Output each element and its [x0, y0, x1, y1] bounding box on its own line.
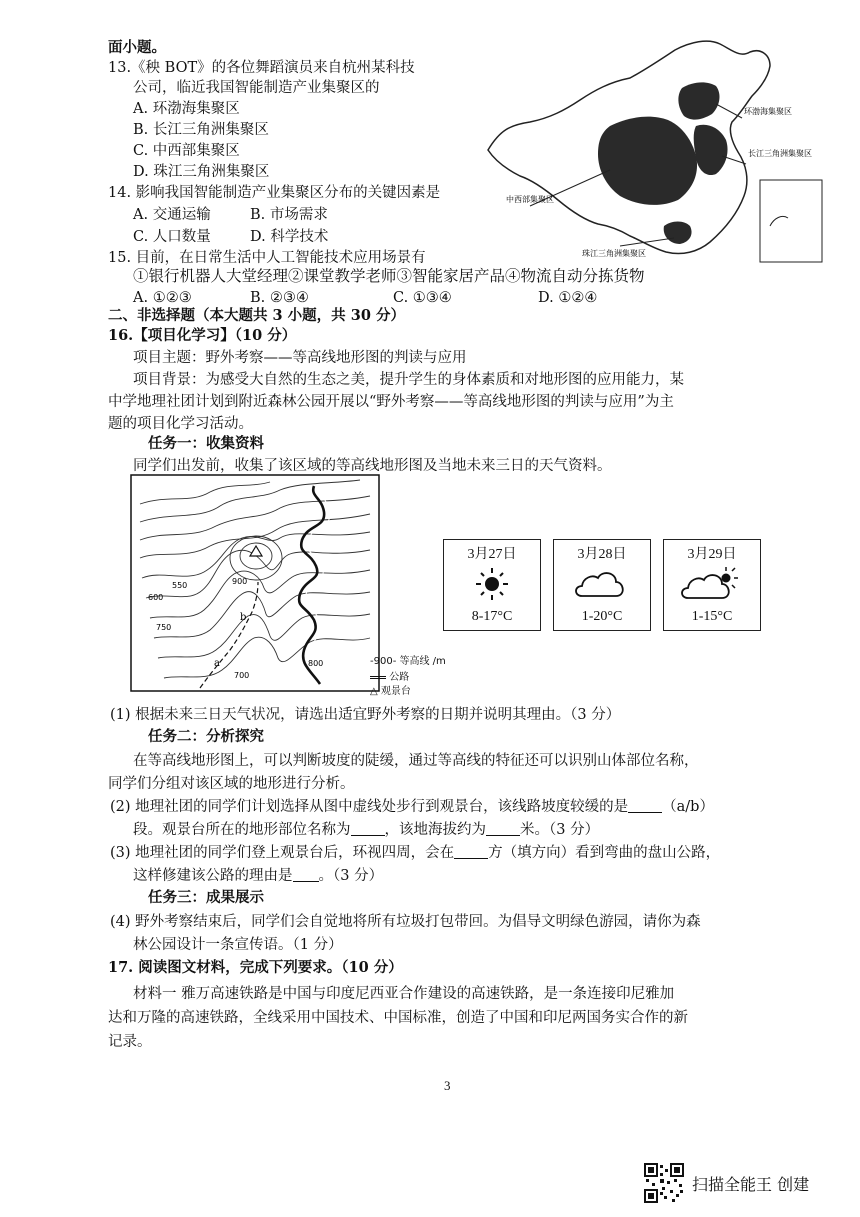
weather-card-2: [553, 539, 651, 631]
cluster-region-central: [598, 117, 697, 205]
sub-question-4-line-1: (4) 野外考察结束后，同学们会自觉地将所有垃圾打包带回。为倡导文明绿色游园，请你为森: [110, 914, 701, 930]
contour-label-750: 750: [156, 623, 172, 632]
q13-stem-1: 13.《秧 BOT》的各位舞蹈演员来自杭州某科技: [108, 60, 415, 76]
road-legend-symbol: [370, 676, 386, 679]
q16-background-2: 中学地理社团计划到附近森林公园开展以“野外考察——等高线地形图的判读与应用”为主: [108, 394, 674, 410]
scanner-watermark: 扫描全能王 创建: [692, 1175, 810, 1194]
cluster-region-yangtze: [694, 125, 728, 175]
answer-blank[interactable]: [628, 798, 662, 813]
q13-option-c: C. 中西部集聚区: [133, 143, 240, 159]
contour-label-900: 900: [232, 577, 248, 586]
q16-background-1: 项目背景：为感受大自然的生态之美，提升学生的身体素质和对地形图的应用能力，某: [133, 372, 684, 388]
cloud-icon: [554, 562, 650, 606]
weather-card-3: [663, 539, 761, 631]
task1-heading: 任务一：收集资料: [148, 435, 264, 452]
sub-question-2-line-2: [133, 820, 599, 840]
label-pearl: 珠江三角洲集聚区: [582, 249, 646, 258]
sub-question-2-text-b: （a/b）: [662, 799, 714, 815]
q17-material-line-2: 达和万隆的高速铁路，全线采用中国技术、中国标准，创造了中国和印尼两国务实合作的新: [108, 1010, 688, 1026]
contour-map: [130, 474, 380, 692]
q15-option-d: D. ①②④: [538, 290, 598, 306]
weather-date: 3月29日: [687, 547, 737, 562]
point-a-label: a: [214, 658, 220, 669]
q13-option-d: D. 珠江三角洲集聚区: [133, 164, 270, 180]
legend-road-row: [370, 668, 409, 683]
task2-heading: 任务二：分析探究: [148, 728, 264, 745]
q16-title: 16.【项目化学习】（10 分）: [108, 327, 297, 344]
task1-text: 同学们出发前，收集了该区域的等高线地形图及当地未来三日的天气资料。: [133, 458, 612, 474]
q15-option-c: C. ①③④: [393, 290, 452, 306]
task2-text-1: 在等高线地形图上，可以判断坡度的陡缓，通过等高线的特征还可以识别山体部位名称，: [133, 753, 699, 769]
answer-blank[interactable]: [486, 821, 520, 836]
page-number: 3: [444, 1078, 451, 1093]
point-b-label: b: [240, 612, 247, 623]
weather-temp: 1-20°C: [581, 609, 623, 624]
china-cluster-map: [470, 30, 830, 270]
answer-blank[interactable]: [454, 844, 488, 859]
section2-title: 二、非选择题（本大题共 3 小题，共 30 分）: [108, 307, 405, 324]
legend-viewpoint: 观景台: [380, 686, 411, 697]
q13-option-b: B. 长江三角洲集聚区: [133, 122, 269, 138]
partly-cloudy-icon: [664, 562, 760, 606]
q14-option-a: A. 交通运输: [133, 207, 211, 223]
sub-question-3-line-2: [133, 866, 383, 886]
label-central: 中西部集聚区: [506, 195, 554, 204]
sub-question-3-text-b: 方（填方向）看到弯曲的盘山公路，: [488, 845, 721, 861]
q17-material-line-3: 记录。: [108, 1034, 152, 1050]
contour-label-700: 700: [234, 671, 250, 680]
sub-question-1: (1) 根据未来三日天气状况，请选出适宜野外考察的日期并说明其理由。（3 分）: [110, 707, 621, 723]
sub-question-3-line-1: [110, 843, 720, 863]
weather-date: 3月28日: [577, 547, 627, 562]
sub-question-2-text-a: (2) 地理社团的同学们计划选择从图中虚线处步行到观景台，该线路坡度较缓的是: [110, 799, 629, 815]
weather-card-1: [443, 539, 541, 631]
cluster-region-pearl: [664, 222, 692, 245]
sun-icon: [444, 562, 540, 606]
q17-title: 17. 阅读图文材料，完成下列要求。（10 分）: [108, 959, 403, 976]
sub-question-4-line-2: 林公园设计一条宣传语。（1 分）: [133, 937, 343, 953]
cluster-region-bohai: [678, 82, 719, 119]
viewpoint-legend-icon: △: [370, 686, 378, 697]
q14-option-b: B. 市场需求: [250, 207, 328, 223]
sub-question-2-text-c: 段。观景台所在的地形部位名称为: [133, 822, 351, 838]
task2-text-2: 同学们分组对该区域的地形进行分析。: [108, 776, 355, 792]
sub-question-2-text-d: ，该地海拔约为: [384, 822, 486, 838]
q14-option-c: C. 人口数量: [133, 229, 211, 245]
contour-label-600: 600: [148, 593, 164, 602]
q17-material-line-1: 材料一 雅万高速铁路是中国与印度尼西亚合作建设的高速铁路，是一条连接印尼雅加: [133, 986, 675, 1002]
q15-items: ①银行机器人大堂经理②课堂教学老师③智能家居产品④物流自动分拣货物: [133, 267, 645, 285]
qr-code-icon: [644, 1163, 684, 1203]
q16-theme: 项目主题：野外考察——等高线地形图的判读与应用: [133, 350, 467, 366]
q14-option-d: D. 科学技术: [250, 229, 329, 245]
weather-date: 3月27日: [467, 547, 517, 562]
q15-option-b: B. ②③④: [250, 290, 309, 306]
q13-stem-2: 公司，临近我国智能制造产业集聚区的: [133, 80, 380, 96]
sub-question-2-line-1: [110, 797, 714, 817]
legend-viewpoint-row: [370, 682, 411, 697]
sub-question-3-text-c: 这样修建该公路的理由是: [133, 868, 293, 884]
sub-question-3-text-d: 。（3 分）: [318, 868, 384, 884]
sub-question-3-text-a: (3) 地理社团的同学们登上观景台后，环视四周，会在: [110, 845, 455, 861]
label-bohai: 环渤海集聚区: [744, 107, 792, 116]
weather-temp: 1-15°C: [691, 609, 733, 624]
answer-blank[interactable]: [293, 867, 319, 882]
intro-tail: 面小题。: [108, 39, 166, 56]
label-yangtze: 长江三角洲集聚区: [748, 149, 812, 158]
q15-option-a: A. ①②③: [133, 290, 192, 306]
q15-stem: 15. 目前，在日常生活中人工智能技术应用场景有: [108, 250, 426, 266]
task3-heading: 任务三：成果展示: [148, 889, 264, 906]
weather-temp: 8-17°C: [471, 609, 513, 624]
answer-blank[interactable]: [351, 821, 385, 836]
q13-option-a: A. 环渤海集聚区: [133, 101, 240, 117]
sub-question-2-text-e: 米。（3 分）: [520, 822, 600, 838]
q16-background-3: 题的项目化学习活动。: [108, 416, 253, 432]
contour-label-800: 800: [308, 659, 324, 668]
contour-label-550: 550: [172, 581, 188, 590]
q14-stem: 14. 影响我国智能制造产业集聚区分布的关键因素是: [108, 185, 441, 201]
legend-road: 公路: [389, 672, 410, 683]
legend-contour: -900- 等高线 /m: [370, 656, 446, 667]
